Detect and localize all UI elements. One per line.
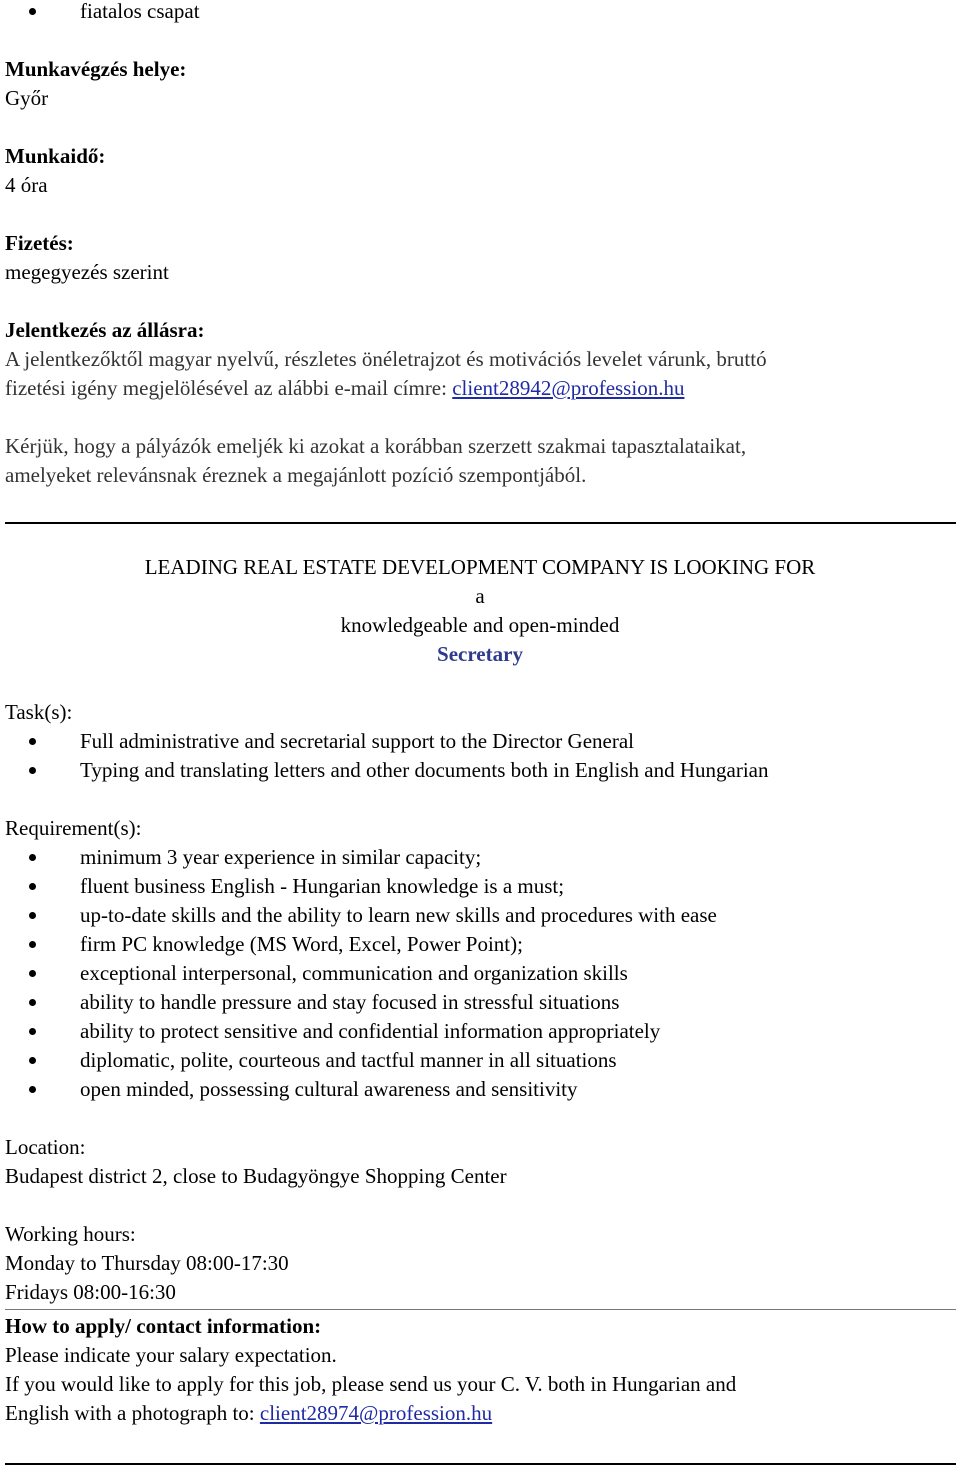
list-item: up-to-date skills and the ability to learn new skills and procedures with ease bbox=[5, 901, 955, 930]
list-item: fiatalos csapat bbox=[5, 0, 955, 26]
section-divider bbox=[5, 522, 956, 524]
bullet-icon bbox=[29, 8, 36, 15]
location-label: Location: bbox=[5, 1135, 86, 1159]
position-title: Secretary bbox=[437, 642, 523, 666]
hu-hours-value: 4 óra bbox=[5, 173, 48, 197]
working-hours-value-2: Fridays 08:00-16:30 bbox=[5, 1280, 176, 1304]
bullet-icon bbox=[29, 1028, 36, 1035]
document-page bbox=[5, 0, 955, 1428]
ad-headline-sub: knowledgeable and open-minded bbox=[340, 613, 620, 637]
hu-note-text-2: amelyeket relevánsnak éreznek a megajánlott pozíció szempontjából. bbox=[5, 463, 587, 487]
requirements-list bbox=[5, 843, 955, 1104]
hu-apply-email-link[interactable]: client28942@profession.hu bbox=[452, 376, 685, 400]
ad-headline: LEADING REAL ESTATE DEVELOPMENT COMPANY IS LOOKING FOR bbox=[144, 555, 816, 579]
bullet-icon bbox=[29, 854, 36, 861]
hu-location-value: Győr bbox=[5, 86, 49, 110]
contact-text-2: If you would like to apply for this job, please send us your C. V. both in Hungarian and bbox=[5, 1372, 737, 1396]
hu-hours-label: Munkaidő: bbox=[5, 144, 106, 168]
list-item: fluent business English - Hungarian knowledge is a must; bbox=[5, 872, 955, 901]
working-hours-label: Working hours: bbox=[5, 1222, 136, 1246]
ad-headline-article: a bbox=[475, 584, 485, 608]
list-item: exceptional interpersonal, communication and organization skills bbox=[5, 959, 955, 988]
tasks-list bbox=[5, 727, 955, 785]
list-item: ability to protect sensitive and confidential information appropriately bbox=[5, 1017, 955, 1046]
hu-benefits-list bbox=[5, 0, 955, 26]
bullet-icon bbox=[29, 738, 36, 745]
bullet-icon bbox=[29, 941, 36, 948]
list-item: open minded, possessing cultural awareness and sensitivity bbox=[5, 1075, 955, 1104]
list-item: Typing and translating letters and other documents both in English and Hungarian bbox=[5, 756, 955, 785]
requirements-label: Requirement(s): bbox=[5, 816, 142, 840]
list-item: minimum 3 year experience in similar capacity; bbox=[5, 843, 955, 872]
list-item: firm PC knowledge (MS Word, Excel, Power Point); bbox=[5, 930, 955, 959]
bullet-icon bbox=[29, 970, 36, 977]
hu-pay-value: megegyezés szerint bbox=[5, 260, 169, 284]
contact-email-link[interactable]: client28974@profession.hu bbox=[259, 1401, 493, 1425]
bullet-icon bbox=[29, 1057, 36, 1064]
bullet-icon bbox=[29, 1086, 36, 1093]
list-item: ability to handle pressure and stay focused in stressful situations bbox=[5, 988, 955, 1017]
hu-apply-text: A jelentkezőktől magyar nyelvű, részletes önéletrajzot és motivációs levelet várunk, bruttó bbox=[5, 347, 767, 371]
contact-text: Please indicate your salary expectation. bbox=[5, 1343, 337, 1367]
contact-text-3: English with a photograph to: client28974@profession.hu bbox=[5, 1401, 493, 1425]
working-hours-value: Monday to Thursday 08:00-17:30 bbox=[5, 1251, 289, 1275]
hu-note-text: Kérjük, hogy a pályázók emeljék ki azokat a korábban szerzett szakmai tapasztalataikat, bbox=[5, 434, 747, 458]
section-divider bbox=[5, 1463, 956, 1465]
list-item: diplomatic, polite, courteous and tactful manner in all situations bbox=[5, 1046, 955, 1075]
bullet-icon bbox=[29, 883, 36, 890]
bullet-icon bbox=[29, 767, 36, 774]
contact-label: How to apply/ contact information: bbox=[5, 1314, 322, 1338]
bullet-icon bbox=[29, 999, 36, 1006]
location-value: Budapest district 2, close to Budagyöngye Shopping Center bbox=[5, 1164, 507, 1188]
hu-apply-text-2: fizetési igény megjelölésével az alábbi e-mail címre: client28942@profession.hu bbox=[5, 376, 685, 400]
bullet-icon bbox=[29, 912, 36, 919]
tasks-label: Task(s): bbox=[5, 700, 73, 724]
hu-apply-label: Jelentkezés az állásra: bbox=[5, 318, 205, 342]
hu-pay-label: Fizetés: bbox=[5, 231, 74, 255]
list-item: Full administrative and secretarial support to the Director General bbox=[5, 727, 955, 756]
section-divider bbox=[5, 1309, 956, 1310]
hu-location-label: Munkavégzés helye: bbox=[5, 57, 187, 81]
